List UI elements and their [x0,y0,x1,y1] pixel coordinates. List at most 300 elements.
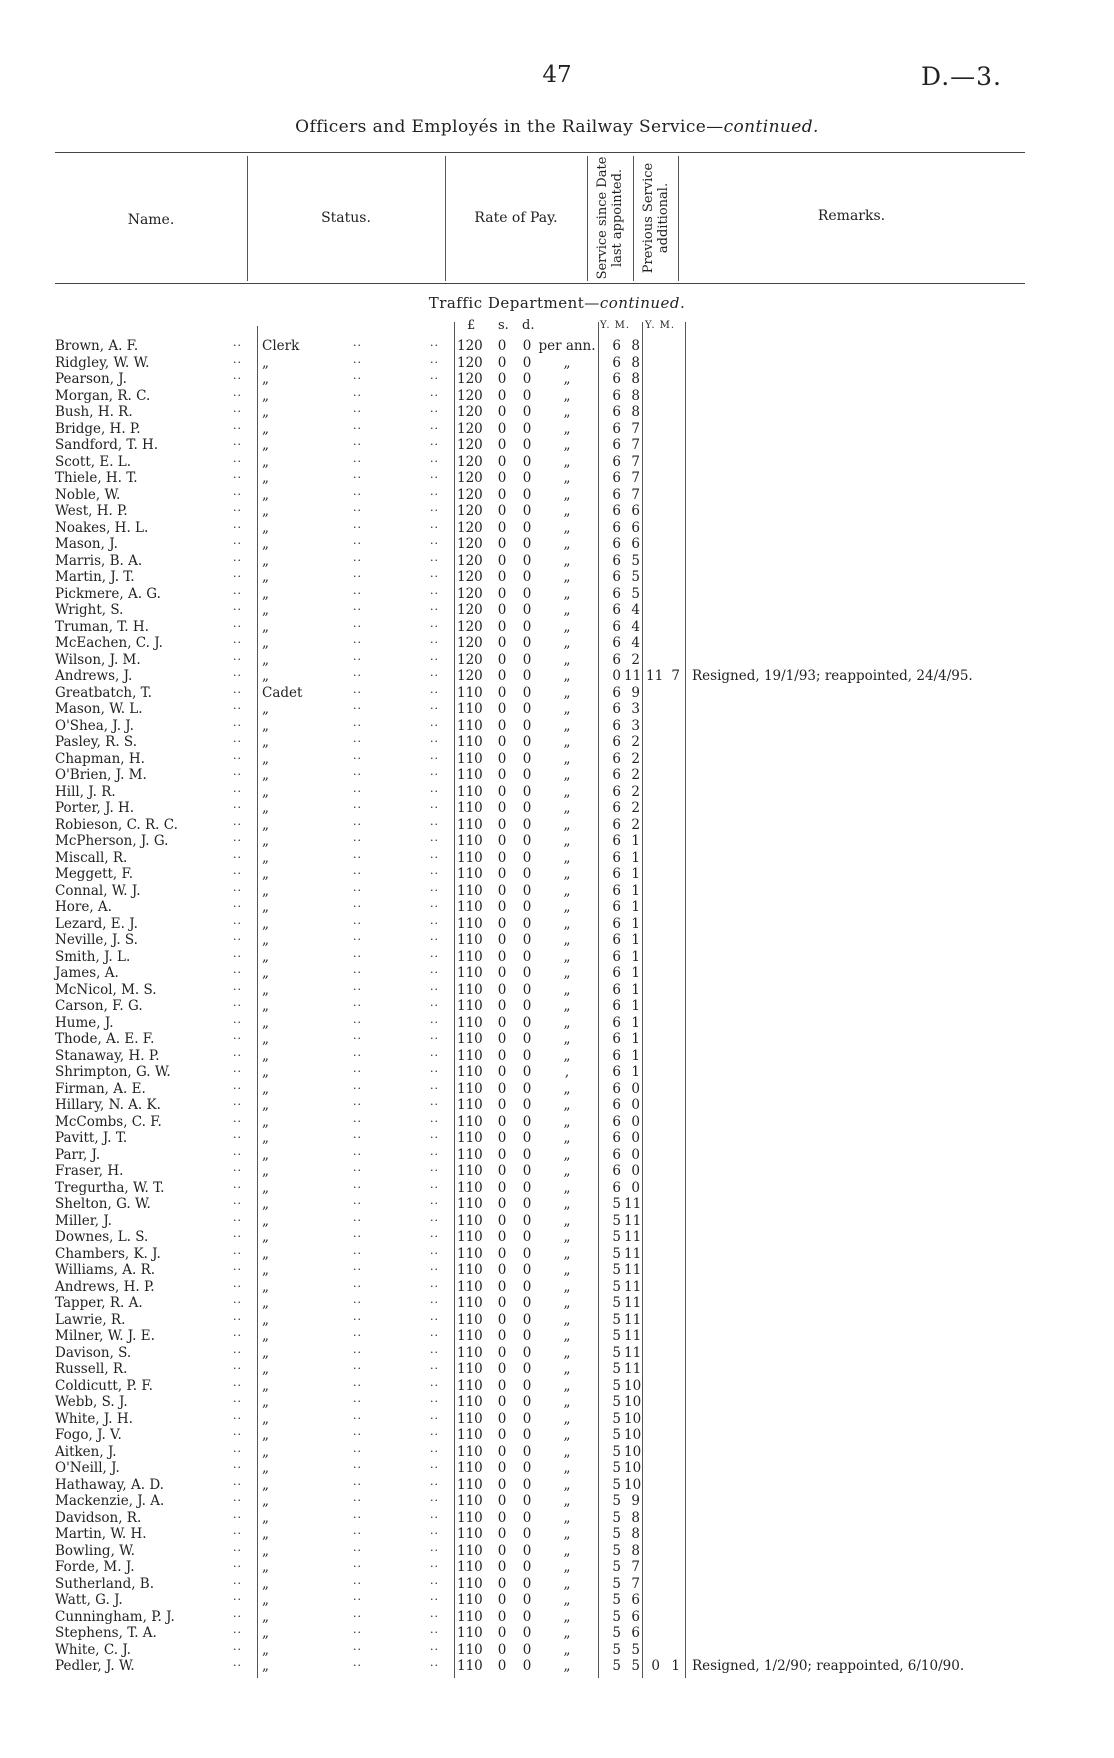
row-pounds: 110 [457,965,483,981]
row-status: „ [262,965,269,981]
leader-dots: ·· [353,1032,362,1045]
leader-dots: ·· [353,405,362,418]
row-name: Scott, E. L. [55,453,132,470]
row-pounds: 120 [457,354,483,371]
row-pounds: 110 [457,1097,483,1113]
row-name: Greatbatch, T. [55,684,152,701]
leader-dots: ·· [430,1164,439,1177]
row-shillings: 0 [497,1608,507,1625]
table-row [0,1361,1114,1378]
row-service-years: 6 [612,453,621,470]
row-service-years: 6 [612,618,621,635]
row-shillings: 0 [497,635,507,651]
row-period: „ [563,915,571,932]
row-period: , [564,1064,570,1080]
header-remarks: Remarks. [817,208,886,224]
row-pounds: 110 [457,734,483,750]
row-service-months: 1 [631,965,640,981]
table-row [0,1378,1114,1395]
leader-dots: ·· [233,867,242,880]
leader-dots: ·· [233,949,242,963]
row-name: Mackenzie, J. A. [55,1493,165,1509]
leader-dots: ·· [430,570,439,583]
table-row [0,1510,1114,1527]
row-service-years: 6 [612,800,621,816]
row-shillings: 0 [497,1658,507,1674]
leader-dots: ·· [353,1593,362,1606]
row-pence: 0 [522,1559,532,1575]
leader-dots: ·· [233,768,242,781]
row-name: Lezard, E. J. [55,915,138,932]
leader-dots: ·· [233,1444,242,1458]
row-status: „ [262,1212,269,1229]
row-pence: 0 [522,1080,532,1097]
leader-dots: ·· [353,685,362,699]
row-service-months: 10 [624,1377,642,1394]
leader-dots: ·· [353,999,362,1012]
row-pence: 0 [522,1097,532,1113]
row-period: „ [563,519,571,536]
row-shillings: 0 [497,767,507,783]
leader-dots: ·· [430,405,439,418]
leader-dots: ·· [353,652,362,666]
leader-dots: ·· [233,471,242,484]
row-status: „ [262,1526,269,1542]
row-service-months: 0 [631,1080,640,1097]
leader-dots: ·· [430,1345,439,1359]
row-service-years: 6 [612,486,621,503]
row-period: „ [563,1295,571,1311]
row-service-months: 9 [631,1493,640,1509]
leader-dots: ·· [353,339,362,352]
row-status: „ [262,1460,269,1476]
table-row [0,1493,1114,1510]
row-period: „ [563,701,571,717]
leader-dots: ·· [233,982,242,996]
row-pounds: 110 [457,1625,483,1641]
row-period: „ [563,783,571,800]
row-status: „ [262,503,269,519]
row-pounds: 110 [457,899,483,915]
row-service-years: 6 [612,1146,621,1163]
row-period: „ [563,1278,571,1295]
row-status: „ [262,915,269,932]
table-row [0,767,1114,784]
leader-dots: ·· [233,702,242,715]
row-service-years: 6 [612,1047,621,1064]
row-status: „ [262,1394,269,1410]
row-pence: 0 [522,1658,532,1674]
leader-dots: ·· [353,1081,362,1095]
row-shillings: 0 [497,783,507,800]
leader-dots: ·· [233,685,242,699]
header-divider [587,156,588,281]
row-name: Morgan, R. C. [55,387,151,404]
leader-dots: ·· [430,1114,439,1128]
row-pounds: 120 [457,404,483,420]
leader-dots: ·· [430,1543,439,1557]
table-row [0,1213,1114,1230]
leader-dots: ·· [353,1246,362,1260]
row-pounds: 110 [457,981,483,998]
leader-dots: ·· [233,1164,242,1177]
row-service-months: 1 [631,1064,640,1080]
row-name: Pearson, J. [55,371,127,387]
row-pounds: 120 [457,437,483,453]
row-name: Tregurtha, W. T. [55,1179,165,1196]
leader-dots: ·· [353,900,362,913]
row-period: „ [563,569,571,585]
row-service-years: 6 [612,1014,621,1031]
section-title [0,294,1114,312]
row-service-years: 6 [612,1031,621,1047]
row-service-months: 7 [631,1559,640,1575]
row-status: „ [262,767,269,783]
row-service-months: 0 [631,1097,640,1113]
row-pence: 0 [522,1212,532,1229]
row-name: Hill, J. R. [55,783,116,800]
table-row [0,1625,1114,1642]
row-status: „ [262,1064,269,1080]
leader-dots: ·· [353,784,362,798]
leader-dots: ·· [430,1015,439,1029]
row-status: „ [262,1509,269,1526]
row-service-months: 1 [631,998,640,1014]
row-pence: 0 [522,1608,532,1625]
row-service-years: 6 [612,1080,621,1097]
table-row [0,701,1114,718]
row-name: Bush, H. R. [55,404,133,420]
leader-dots: ·· [233,1560,242,1573]
row-shillings: 0 [497,486,507,503]
leader-dots: ·· [430,1180,439,1194]
row-service-years: 5 [612,1278,621,1295]
row-service-years: 6 [612,701,621,717]
table-row [0,371,1114,388]
row-shillings: 0 [497,1328,507,1344]
leader-dots: ·· [353,438,362,451]
row-pence: 0 [522,1410,532,1427]
row-pence: 0 [522,767,532,783]
row-status: „ [262,371,269,387]
leader-dots: ·· [233,1296,242,1309]
row-period: „ [563,1410,571,1427]
row-status: „ [262,1163,269,1179]
leader-dots: ·· [353,1114,362,1128]
leader-dots: ·· [430,1131,439,1144]
row-shillings: 0 [497,1394,507,1410]
leader-dots: ·· [430,1032,439,1045]
row-name: Hore, A. [55,899,112,915]
row-pounds: 110 [457,833,483,849]
row-period: „ [563,1163,571,1179]
row-name: Neville, J. S. [55,932,138,948]
row-shillings: 0 [497,651,507,668]
row-pounds: 110 [457,816,483,833]
table-row [0,1229,1114,1246]
leader-dots: ·· [430,471,439,484]
row-pence: 0 [522,1031,532,1047]
leader-dots: ·· [353,355,362,369]
row-pence: 0 [522,1196,532,1212]
row-period: „ [563,1526,571,1542]
row-name: Chambers, K. J. [55,1245,161,1262]
row-pence: 0 [522,585,532,602]
row-service-years: 5 [612,1295,621,1311]
row-service-months: 3 [631,717,640,734]
leader-dots: ·· [430,652,439,666]
row-period: „ [563,1179,571,1196]
table-row [0,1312,1114,1329]
leader-dots: ·· [233,372,242,385]
row-service-months: 8 [631,1526,640,1542]
leader-dots: ·· [430,603,439,616]
leader-dots: ·· [233,636,242,649]
row-period: „ [563,1130,571,1146]
row-service-months: 2 [631,750,640,767]
row-shillings: 0 [497,998,507,1014]
row-period: „ [563,1196,571,1212]
row-pence: 0 [522,1229,532,1245]
leader-dots: ·· [233,966,242,979]
row-pence: 0 [522,569,532,585]
row-name: Russell, R. [55,1361,128,1377]
leader-dots: ·· [430,1378,439,1392]
row-name: McCombs, C. F. [55,1113,162,1130]
table-row [0,998,1114,1015]
table-row [0,1031,1114,1048]
row-pence: 0 [522,1361,532,1377]
table-row [0,454,1114,471]
row-service-months: 11 [624,668,642,684]
row-name: Meggett, F. [55,866,134,882]
row-status: „ [262,800,269,816]
row-pence: 0 [522,1047,532,1064]
row-pounds: 120 [457,470,483,486]
row-period: „ [563,767,571,783]
row-period: „ [563,1229,571,1245]
row-period: „ [563,1641,571,1658]
row-service-months: 11 [624,1344,642,1361]
row-service-months: 1 [631,866,640,882]
row-service-months: 5 [631,1658,640,1674]
row-service-years: 6 [612,717,621,734]
row-shillings: 0 [497,816,507,833]
row-shillings: 0 [497,899,507,915]
row-service-years: 5 [612,1641,621,1658]
leader-dots: ·· [430,685,439,699]
row-name: McPherson, J. G. [55,833,169,849]
row-pence: 0 [522,387,532,404]
row-period: „ [563,453,571,470]
leader-dots: ·· [353,636,362,649]
leader-dots: ·· [430,850,439,864]
row-shillings: 0 [497,932,507,948]
row-period: „ [563,1658,571,1674]
page-title [0,117,1114,137]
leader-dots: ·· [430,1098,439,1111]
leader-dots: ·· [233,504,242,517]
row-period: „ [563,1047,571,1064]
row-pounds: 110 [457,1443,483,1460]
table-row [0,1394,1114,1411]
row-shillings: 0 [497,915,507,932]
table-row [0,949,1114,966]
row-status: „ [262,849,269,866]
row-name: O'Neill, J. [55,1460,120,1476]
row-pence: 0 [522,1278,532,1295]
row-pence: 0 [522,915,532,932]
row-status: „ [262,998,269,1014]
row-service-years: 6 [612,635,621,651]
row-pence: 0 [522,1394,532,1410]
row-service-years: 6 [612,849,621,866]
row-service-years: 6 [612,354,621,371]
row-pence: 0 [522,1542,532,1559]
row-pence: 0 [522,1163,532,1179]
leader-dots: ·· [430,1197,439,1210]
row-shillings: 0 [497,1262,507,1278]
leader-dots: ·· [430,1213,439,1227]
row-status: „ [262,569,269,585]
leader-dots: ·· [353,586,362,600]
row-pounds: 110 [457,684,483,701]
section-title-continued: continued. [599,294,686,312]
row-status: „ [262,1608,269,1625]
row-pounds: 110 [457,1493,483,1509]
row-pounds: 120 [457,420,483,437]
leader-dots: ·· [430,1048,439,1062]
row-service-years: 5 [612,1212,621,1229]
row-shillings: 0 [497,1493,507,1509]
row-service-years: 6 [612,536,621,552]
leader-dots: ·· [430,1494,439,1507]
row-period: „ [563,1625,571,1641]
leader-dots: ·· [233,553,242,567]
leader-dots: ·· [233,1411,242,1425]
table-row [0,982,1114,999]
row-period: „ [563,1097,571,1113]
leader-dots: ·· [353,751,362,765]
row-status: „ [262,1592,269,1608]
row-service-years: 5 [612,1245,621,1262]
leader-dots: ·· [353,702,362,715]
table-row [0,586,1114,603]
row-period: „ [563,1014,571,1031]
leader-dots: ·· [233,900,242,913]
row-pounds: 110 [457,1476,483,1493]
row-service-months: 2 [631,816,640,833]
leader-dots: ·· [353,1065,362,1078]
table-row [0,1196,1114,1213]
leader-dots: ·· [353,1477,362,1491]
leader-dots: ·· [353,1510,362,1524]
row-shillings: 0 [497,1559,507,1575]
row-name: O'Brien, J. M. [55,767,147,783]
row-pounds: 110 [457,1377,483,1394]
row-pounds: 120 [457,371,483,387]
leader-dots: ·· [430,1230,439,1243]
leader-dots: ·· [233,454,242,468]
row-period: „ [563,1394,571,1410]
leader-dots: ·· [353,1642,362,1656]
row-service-months: 11 [624,1229,642,1245]
row-name: Davison, S. [55,1344,132,1361]
row-name: White, C. J. [55,1641,131,1658]
row-name: Sutherland, B. [55,1575,155,1592]
row-period: „ [563,866,571,882]
table-row [0,388,1114,405]
leader-dots: ·· [233,1279,242,1293]
row-service-months: 11 [624,1212,642,1229]
table-row [0,520,1114,537]
row-status: „ [262,354,269,371]
row-service-months: 8 [631,1542,640,1559]
leader-dots: ·· [353,1378,362,1392]
row-pence: 0 [522,1262,532,1278]
table-row [0,883,1114,900]
leader-dots: ·· [233,916,242,930]
row-service-months: 5 [631,585,640,602]
row-pounds: 120 [457,338,483,354]
leader-dots: ·· [430,339,439,352]
leader-dots: ·· [430,388,439,402]
row-service-years: 5 [612,1493,621,1509]
row-service-years: 6 [612,387,621,404]
leader-dots: ·· [430,1279,439,1293]
table-row [0,487,1114,504]
leader-dots: ·· [353,1560,362,1573]
row-name: Truman, T. H. [55,618,149,635]
row-service-months: 0 [631,1179,640,1196]
row-service-years: 5 [612,1460,621,1476]
row-service-months: 8 [631,354,640,371]
row-remarks: Resigned, 1/2/90; reappointed, 6/10/90. [692,1658,965,1674]
leader-dots: ·· [430,1362,439,1375]
leader-dots: ·· [430,487,439,501]
row-shillings: 0 [497,1377,507,1394]
row-status: „ [262,1196,269,1212]
row-period: „ [563,1212,571,1229]
row-service-months: 4 [631,618,640,635]
row-status: „ [262,1014,269,1031]
row-name: Parr, J. [55,1146,101,1163]
row-shillings: 0 [497,1542,507,1559]
row-name: Pasley, R. S. [55,734,137,750]
row-pounds: 110 [457,1080,483,1097]
row-period: „ [563,1361,571,1377]
leader-dots: ·· [353,388,362,402]
row-status: „ [262,1476,269,1493]
row-period: „ [563,486,571,503]
row-service-months: 8 [631,387,640,404]
row-name: Martin, W. H. [55,1526,147,1542]
leader-dots: ·· [233,1180,242,1194]
row-shillings: 0 [497,1625,507,1641]
row-pounds: 110 [457,717,483,734]
table-row [0,1411,1114,1428]
row-shillings: 0 [497,1146,507,1163]
row-shillings: 0 [497,437,507,453]
leader-dots: ·· [353,1180,362,1194]
row-shillings: 0 [497,1410,507,1427]
row-shillings: 0 [497,1344,507,1361]
row-pence: 0 [522,1344,532,1361]
row-pounds: 110 [457,1031,483,1047]
row-period: „ [563,684,571,701]
leader-dots: ·· [233,405,242,418]
leader-dots: ·· [233,1626,242,1639]
